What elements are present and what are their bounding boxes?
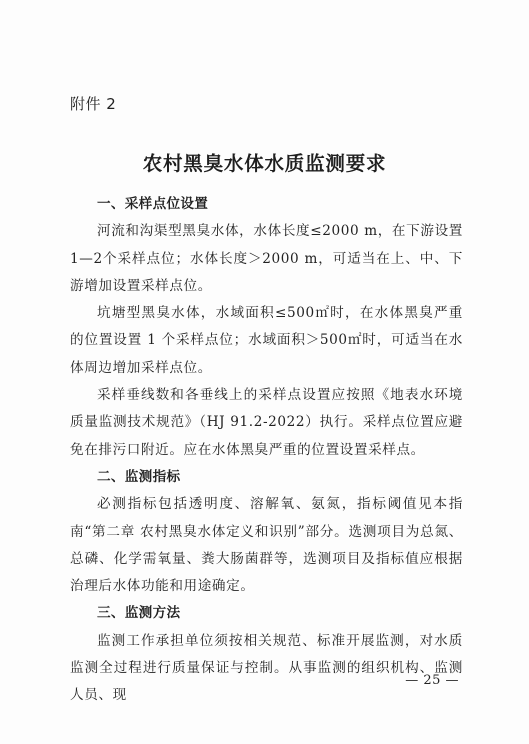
paragraph: 河流和沟渠型黑臭水体，水体长度≤2000 m，在下游设置 1—2个采样点位；水体长度＞2000 m，可适当在上、中、下游增加设置采样点位。 bbox=[70, 223, 463, 294]
section-heading: 二、监测指标 bbox=[97, 468, 181, 485]
section-heading: 一、采样点位设置 bbox=[97, 196, 209, 212]
document-title: 农村黑臭水体水质监测要求 bbox=[142, 152, 387, 175]
paragraph: 监测工作承担单位须按相关规范、标准开展监测，对水质监测全过程进行质量保证与控制。从事监测的组织机构、监测人员、现 bbox=[70, 632, 463, 704]
paragraph: 坑塘型黑臭水体，水域面积≤500㎡时，在水体黑臭严重的位置设置 1 个采样点位；水域面积＞500㎡时，可适当在水体周边增加采样点位。 bbox=[70, 305, 463, 376]
attachment-label: 附件 2 bbox=[70, 95, 117, 113]
page-number: — 25 — bbox=[405, 673, 459, 688]
document-body bbox=[70, 191, 463, 710]
paragraph: 必测指标包括透明度、溶解氧、氨氮，指标阈值见本指南“第二章 农村黑臭水体定义和识别”部分。选测项目为总氮、总磷、化学需氧量、粪大肠菌群等，选测项目及指标值应根据治理后水体功能和用途确定。 bbox=[70, 496, 463, 595]
section-sampling bbox=[70, 191, 463, 464]
section-methods bbox=[70, 600, 463, 709]
section-indicators bbox=[70, 464, 463, 600]
paragraph: 采样垂线数和各垂线上的采样点设置应按照《地表水环境质量监测技术规范》（HJ 91.2-2022）执行。采样点位置应避免在排污口附近。应在水体黑臭严重的位置设置采样点。 bbox=[70, 387, 463, 458]
section-heading: 三、监测方法 bbox=[97, 605, 181, 622]
